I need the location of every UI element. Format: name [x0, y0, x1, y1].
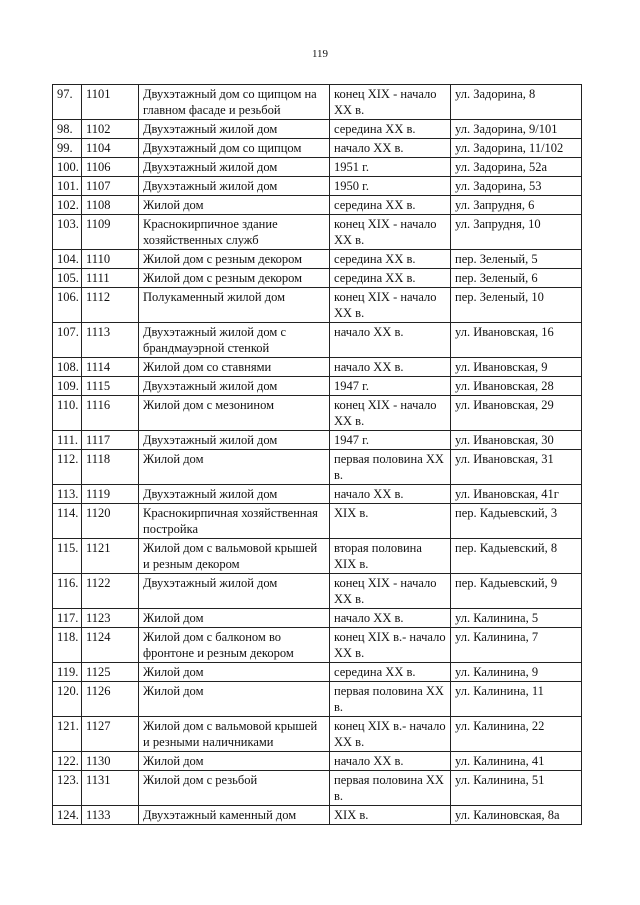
object-name: Двухэтажный каменный дом	[139, 806, 330, 825]
table-row	[53, 450, 582, 485]
object-address: ул. Задорина, 9/101	[451, 120, 582, 139]
object-date: вторая половина XIX в.	[330, 539, 451, 574]
object-name: Двухэтажный жилой дом	[139, 177, 330, 196]
object-date: начало XX в.	[330, 752, 451, 771]
object-code: 1107	[82, 177, 139, 196]
table-row	[53, 85, 582, 120]
object-name: Двухэтажный жилой дом	[139, 158, 330, 177]
object-address: ул. Ивановская, 16	[451, 323, 582, 358]
object-name: Жилой дом	[139, 196, 330, 215]
table-row	[53, 196, 582, 215]
row-number: 112.	[53, 450, 82, 485]
row-number: 121.	[53, 717, 82, 752]
object-address: ул. Ивановская, 41г	[451, 485, 582, 504]
object-name: Краснокирпичная хозяйственная постройка	[139, 504, 330, 539]
object-code: 1117	[82, 431, 139, 450]
row-number: 104.	[53, 250, 82, 269]
table-row	[53, 120, 582, 139]
object-date: 1947 г.	[330, 377, 451, 396]
object-address: ул. Ивановская, 30	[451, 431, 582, 450]
object-name: Жилой дом с вальмовой крышей и резными наличниками	[139, 717, 330, 752]
object-code: 1102	[82, 120, 139, 139]
object-name: Двухэтажный дом со щипцом	[139, 139, 330, 158]
table-row	[53, 250, 582, 269]
row-number: 113.	[53, 485, 82, 504]
object-address: ул. Задорина, 53	[451, 177, 582, 196]
table-row	[53, 609, 582, 628]
row-number: 116.	[53, 574, 82, 609]
object-address: ул. Запрудня, 10	[451, 215, 582, 250]
object-address: ул. Задорина, 52а	[451, 158, 582, 177]
object-name: Двухэтажный жилой дом	[139, 377, 330, 396]
object-address: ул. Задорина, 11/102	[451, 139, 582, 158]
object-code: 1109	[82, 215, 139, 250]
object-code: 1112	[82, 288, 139, 323]
object-date: середина XX в.	[330, 269, 451, 288]
row-number: 123.	[53, 771, 82, 806]
object-date: первая половина XX в.	[330, 682, 451, 717]
object-code: 1120	[82, 504, 139, 539]
object-name: Жилой дом с резным декором	[139, 250, 330, 269]
object-date: конец XIX - начало XX в.	[330, 85, 451, 120]
object-date: 1947 г.	[330, 431, 451, 450]
row-number: 106.	[53, 288, 82, 323]
row-number: 114.	[53, 504, 82, 539]
object-name: Полукаменный жилой дом	[139, 288, 330, 323]
table-body	[53, 85, 582, 825]
object-code: 1114	[82, 358, 139, 377]
object-address: пер. Зеленый, 5	[451, 250, 582, 269]
row-number: 124.	[53, 806, 82, 825]
object-date: конец XIX - начало XX в.	[330, 574, 451, 609]
object-code: 1127	[82, 717, 139, 752]
object-code: 1118	[82, 450, 139, 485]
table-row	[53, 288, 582, 323]
object-address: ул. Калинина, 9	[451, 663, 582, 682]
object-name: Жилой дом	[139, 609, 330, 628]
object-name: Жилой дом	[139, 752, 330, 771]
object-name: Жилой дом	[139, 682, 330, 717]
table-row	[53, 771, 582, 806]
object-address: ул. Калиновская, 8а	[451, 806, 582, 825]
object-code: 1125	[82, 663, 139, 682]
object-address: пер. Кадыевский, 3	[451, 504, 582, 539]
table-row	[53, 323, 582, 358]
table-row	[53, 177, 582, 196]
object-address: ул. Задорина, 8	[451, 85, 582, 120]
table-row	[53, 752, 582, 771]
row-number: 98.	[53, 120, 82, 139]
object-date: конец XIX в.- начало XX в.	[330, 628, 451, 663]
object-code: 1113	[82, 323, 139, 358]
table-row	[53, 717, 582, 752]
object-date: первая половина XX в.	[330, 450, 451, 485]
object-address: ул. Калинина, 41	[451, 752, 582, 771]
row-number: 97.	[53, 85, 82, 120]
row-number: 105.	[53, 269, 82, 288]
object-address: ул. Калинина, 22	[451, 717, 582, 752]
row-number: 99.	[53, 139, 82, 158]
row-number: 118.	[53, 628, 82, 663]
object-date: первая половина XX в.	[330, 771, 451, 806]
object-address: ул. Калинина, 5	[451, 609, 582, 628]
object-address: ул. Ивановская, 31	[451, 450, 582, 485]
row-number: 122.	[53, 752, 82, 771]
object-name: Двухэтажный жилой дом	[139, 120, 330, 139]
object-address: пер. Зеленый, 10	[451, 288, 582, 323]
object-name: Двухэтажный жилой дом	[139, 485, 330, 504]
table-row	[53, 215, 582, 250]
row-number: 115.	[53, 539, 82, 574]
object-date: начало XX в.	[330, 609, 451, 628]
object-address: ул. Ивановская, 29	[451, 396, 582, 431]
object-name: Жилой дом с резным декором	[139, 269, 330, 288]
object-date: XIX в.	[330, 806, 451, 825]
object-address: пер. Кадыевский, 9	[451, 574, 582, 609]
object-code: 1133	[82, 806, 139, 825]
object-name: Жилой дом с балконом во фронтоне и резным декором	[139, 628, 330, 663]
object-date: конец XIX в.- начало XX в.	[330, 717, 451, 752]
object-address: ул. Запрудня, 6	[451, 196, 582, 215]
object-name: Двухэтажный жилой дом с брандмауэрной стенкой	[139, 323, 330, 358]
object-code: 1131	[82, 771, 139, 806]
object-date: середина XX в.	[330, 663, 451, 682]
object-name: Жилой дом	[139, 663, 330, 682]
object-date: середина XX в.	[330, 196, 451, 215]
row-number: 107.	[53, 323, 82, 358]
object-name: Краснокирпичное здание хозяйственных служб	[139, 215, 330, 250]
object-date: начало XX в.	[330, 139, 451, 158]
object-date: конец XIX - начало XX в.	[330, 396, 451, 431]
object-name: Двухэтажный жилой дом	[139, 431, 330, 450]
object-code: 1111	[82, 269, 139, 288]
object-code: 1126	[82, 682, 139, 717]
object-address: ул. Ивановская, 9	[451, 358, 582, 377]
object-code: 1106	[82, 158, 139, 177]
table-row	[53, 269, 582, 288]
object-code: 1119	[82, 485, 139, 504]
object-name: Двухэтажный дом со щипцом на главном фасаде и резьбой	[139, 85, 330, 120]
table-row	[53, 358, 582, 377]
table-row	[53, 431, 582, 450]
table-row	[53, 663, 582, 682]
object-code: 1116	[82, 396, 139, 431]
object-name: Жилой дом со ставнями	[139, 358, 330, 377]
row-number: 100.	[53, 158, 82, 177]
object-name: Жилой дом с вальмовой крышей и резным декором	[139, 539, 330, 574]
object-address: ул. Калинина, 7	[451, 628, 582, 663]
page-number: 119	[311, 48, 329, 60]
object-code: 1130	[82, 752, 139, 771]
object-date: начало XX в.	[330, 323, 451, 358]
table-row	[53, 485, 582, 504]
row-number: 117.	[53, 609, 82, 628]
table-row	[53, 574, 582, 609]
object-name: Жилой дом с резьбой	[139, 771, 330, 806]
object-date: середина XX в.	[330, 120, 451, 139]
table-row	[53, 682, 582, 717]
object-name: Жилой дом	[139, 450, 330, 485]
row-number: 101.	[53, 177, 82, 196]
table-row	[53, 139, 582, 158]
row-number: 102.	[53, 196, 82, 215]
object-code: 1121	[82, 539, 139, 574]
object-code: 1115	[82, 377, 139, 396]
object-name: Двухэтажный жилой дом	[139, 574, 330, 609]
object-address: пер. Зеленый, 6	[451, 269, 582, 288]
table-row	[53, 539, 582, 574]
object-code: 1123	[82, 609, 139, 628]
object-address: ул. Калинина, 11	[451, 682, 582, 717]
table-row	[53, 377, 582, 396]
object-date: XIX в.	[330, 504, 451, 539]
object-date: начало XX в.	[330, 485, 451, 504]
row-number: 108.	[53, 358, 82, 377]
object-date: начало XX в.	[330, 358, 451, 377]
table-row	[53, 628, 582, 663]
object-name: Жилой дом с мезонином	[139, 396, 330, 431]
row-number: 119.	[53, 663, 82, 682]
object-code: 1101	[82, 85, 139, 120]
row-number: 103.	[53, 215, 82, 250]
object-address: ул. Ивановская, 28	[451, 377, 582, 396]
row-number: 120.	[53, 682, 82, 717]
object-code: 1104	[82, 139, 139, 158]
object-address: пер. Кадыевский, 8	[451, 539, 582, 574]
row-number: 109.	[53, 377, 82, 396]
table-row	[53, 504, 582, 539]
object-code: 1108	[82, 196, 139, 215]
table-row	[53, 806, 582, 825]
row-number: 110.	[53, 396, 82, 431]
object-date: 1951 г.	[330, 158, 451, 177]
row-number: 111.	[53, 431, 82, 450]
object-date: конец XIX - начало XX в.	[330, 288, 451, 323]
table-row	[53, 396, 582, 431]
object-date: 1950 г.	[330, 177, 451, 196]
object-code: 1110	[82, 250, 139, 269]
object-code: 1122	[82, 574, 139, 609]
object-address: ул. Калинина, 51	[451, 771, 582, 806]
heritage-objects-table	[52, 84, 582, 825]
table-row	[53, 158, 582, 177]
object-date: середина XX в.	[330, 250, 451, 269]
object-code: 1124	[82, 628, 139, 663]
object-date: конец XIX - начало XX в.	[330, 215, 451, 250]
